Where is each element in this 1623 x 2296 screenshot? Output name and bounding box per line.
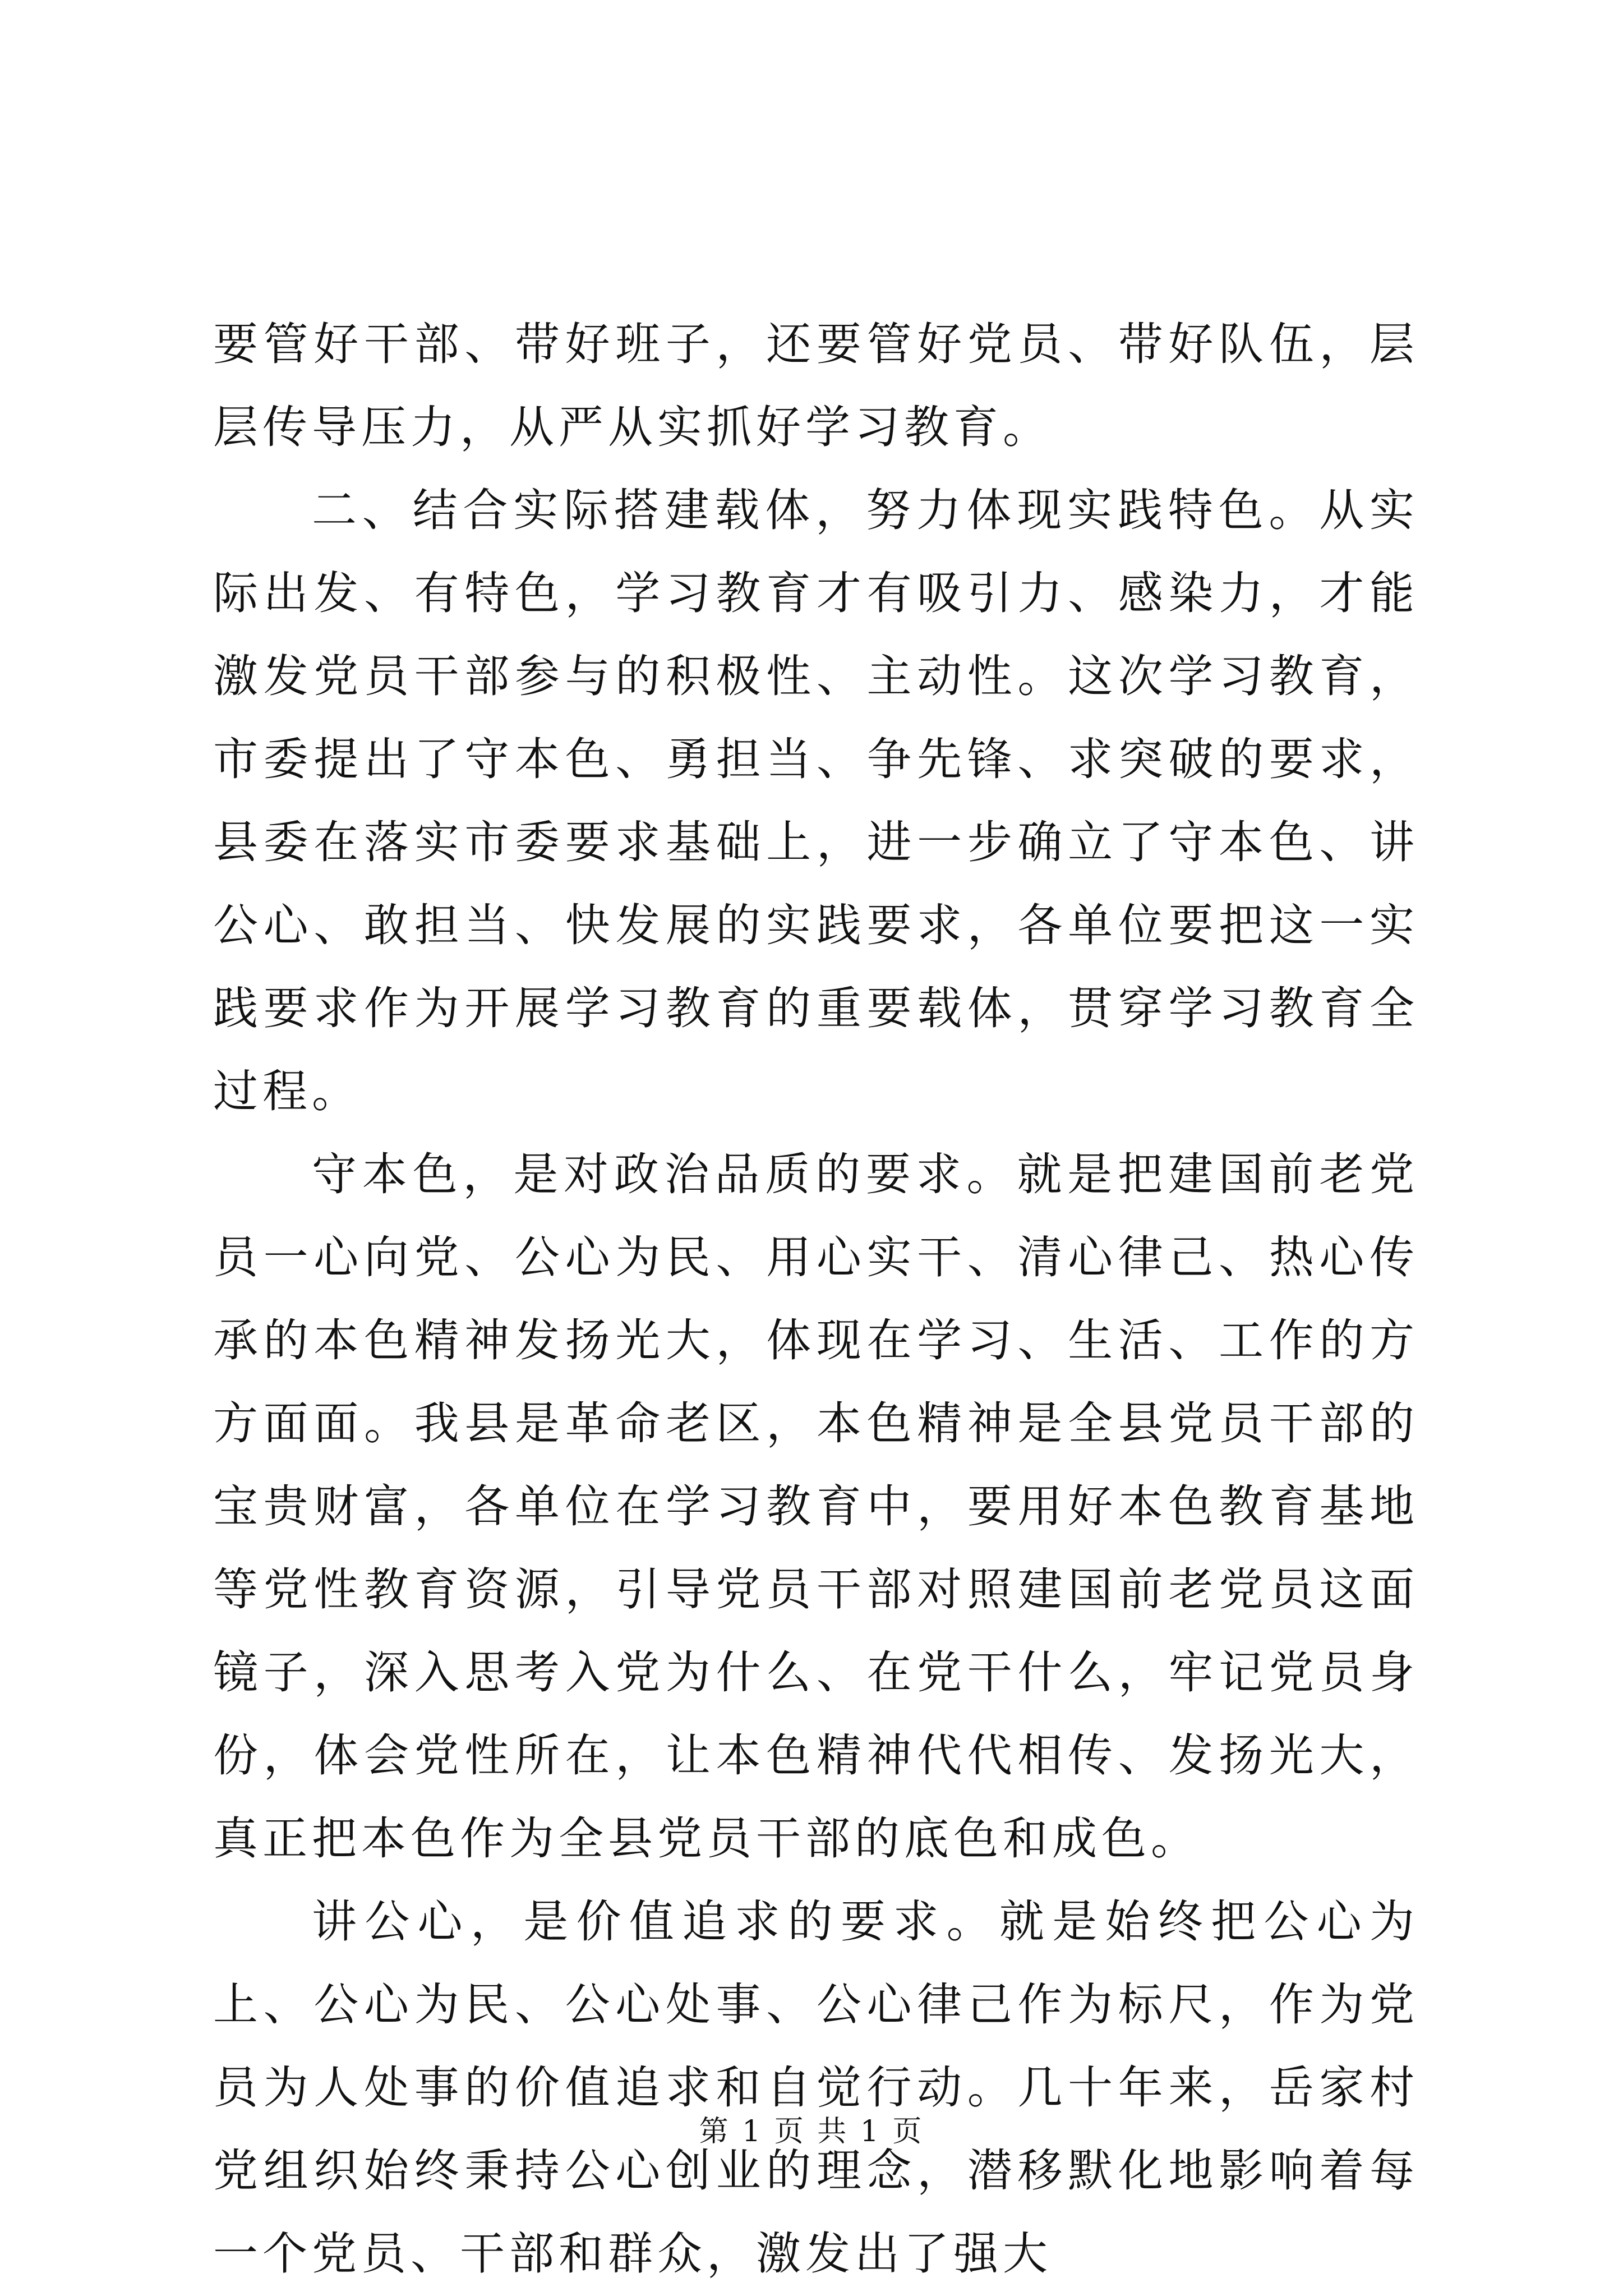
paragraph-2: 二、结合实际搭建载体，努力体现实践特色。从实际出发、有特色，学习教育才有吸引力、感染力，才能激发党员干部参与的积极性、主动性。这次学习教育，市委提出了守本色、勇担当、争先锋、求突破的要求，县委在落实市委要求基础上，进一步确立了守本色、讲公心、敢担当、快发展的实践要求，各单位要把这一实践要求作为开展学习教育的重要载体，贯穿学习教育全过程。: [213, 484, 1419, 1117]
paragraph-4: 讲公心，是价值追求的要求。就是始终把公心为上、公心为民、公心处事、公心律己作为标尺，作为党员为人处事的价值追求和自觉行动。几十年来，岳家村党组织始终秉持公心创业的理念，潜移默化地影响着每一个党员、干部和群众，激发出了强大: [213, 1895, 1419, 2280]
paragraph-1: 要管好干部、带好班子，还要管好党员、带好队伍，层层传导压力，从严从实抓好学习教育。: [213, 318, 1419, 453]
paragraph-3: 守本色，是对政治品质的要求。就是把建国前老党员一心向党、公心为民、用心实干、清心律己、热心传承的本色精神发扬光大，体现在学习、生活、工作的方方面面。我县是革命老区，本色精神是全县党员干部的宝贵财富，各单位在学习教育中，要用好本色教育基地等党性教育资源，引导党员干部对照建国前老党员这面镜子，深入思考入党为什么、在党干什么，牢记党员身份，体会党性所在，让本色精神代代相传、发扬光大，真正把本色作为全县党员干部的底色和成色。: [213, 1148, 1419, 1865]
page-footer: 第 1 页 共 1 页: [699, 2115, 924, 2148]
document-body: [213, 303, 1419, 2295]
